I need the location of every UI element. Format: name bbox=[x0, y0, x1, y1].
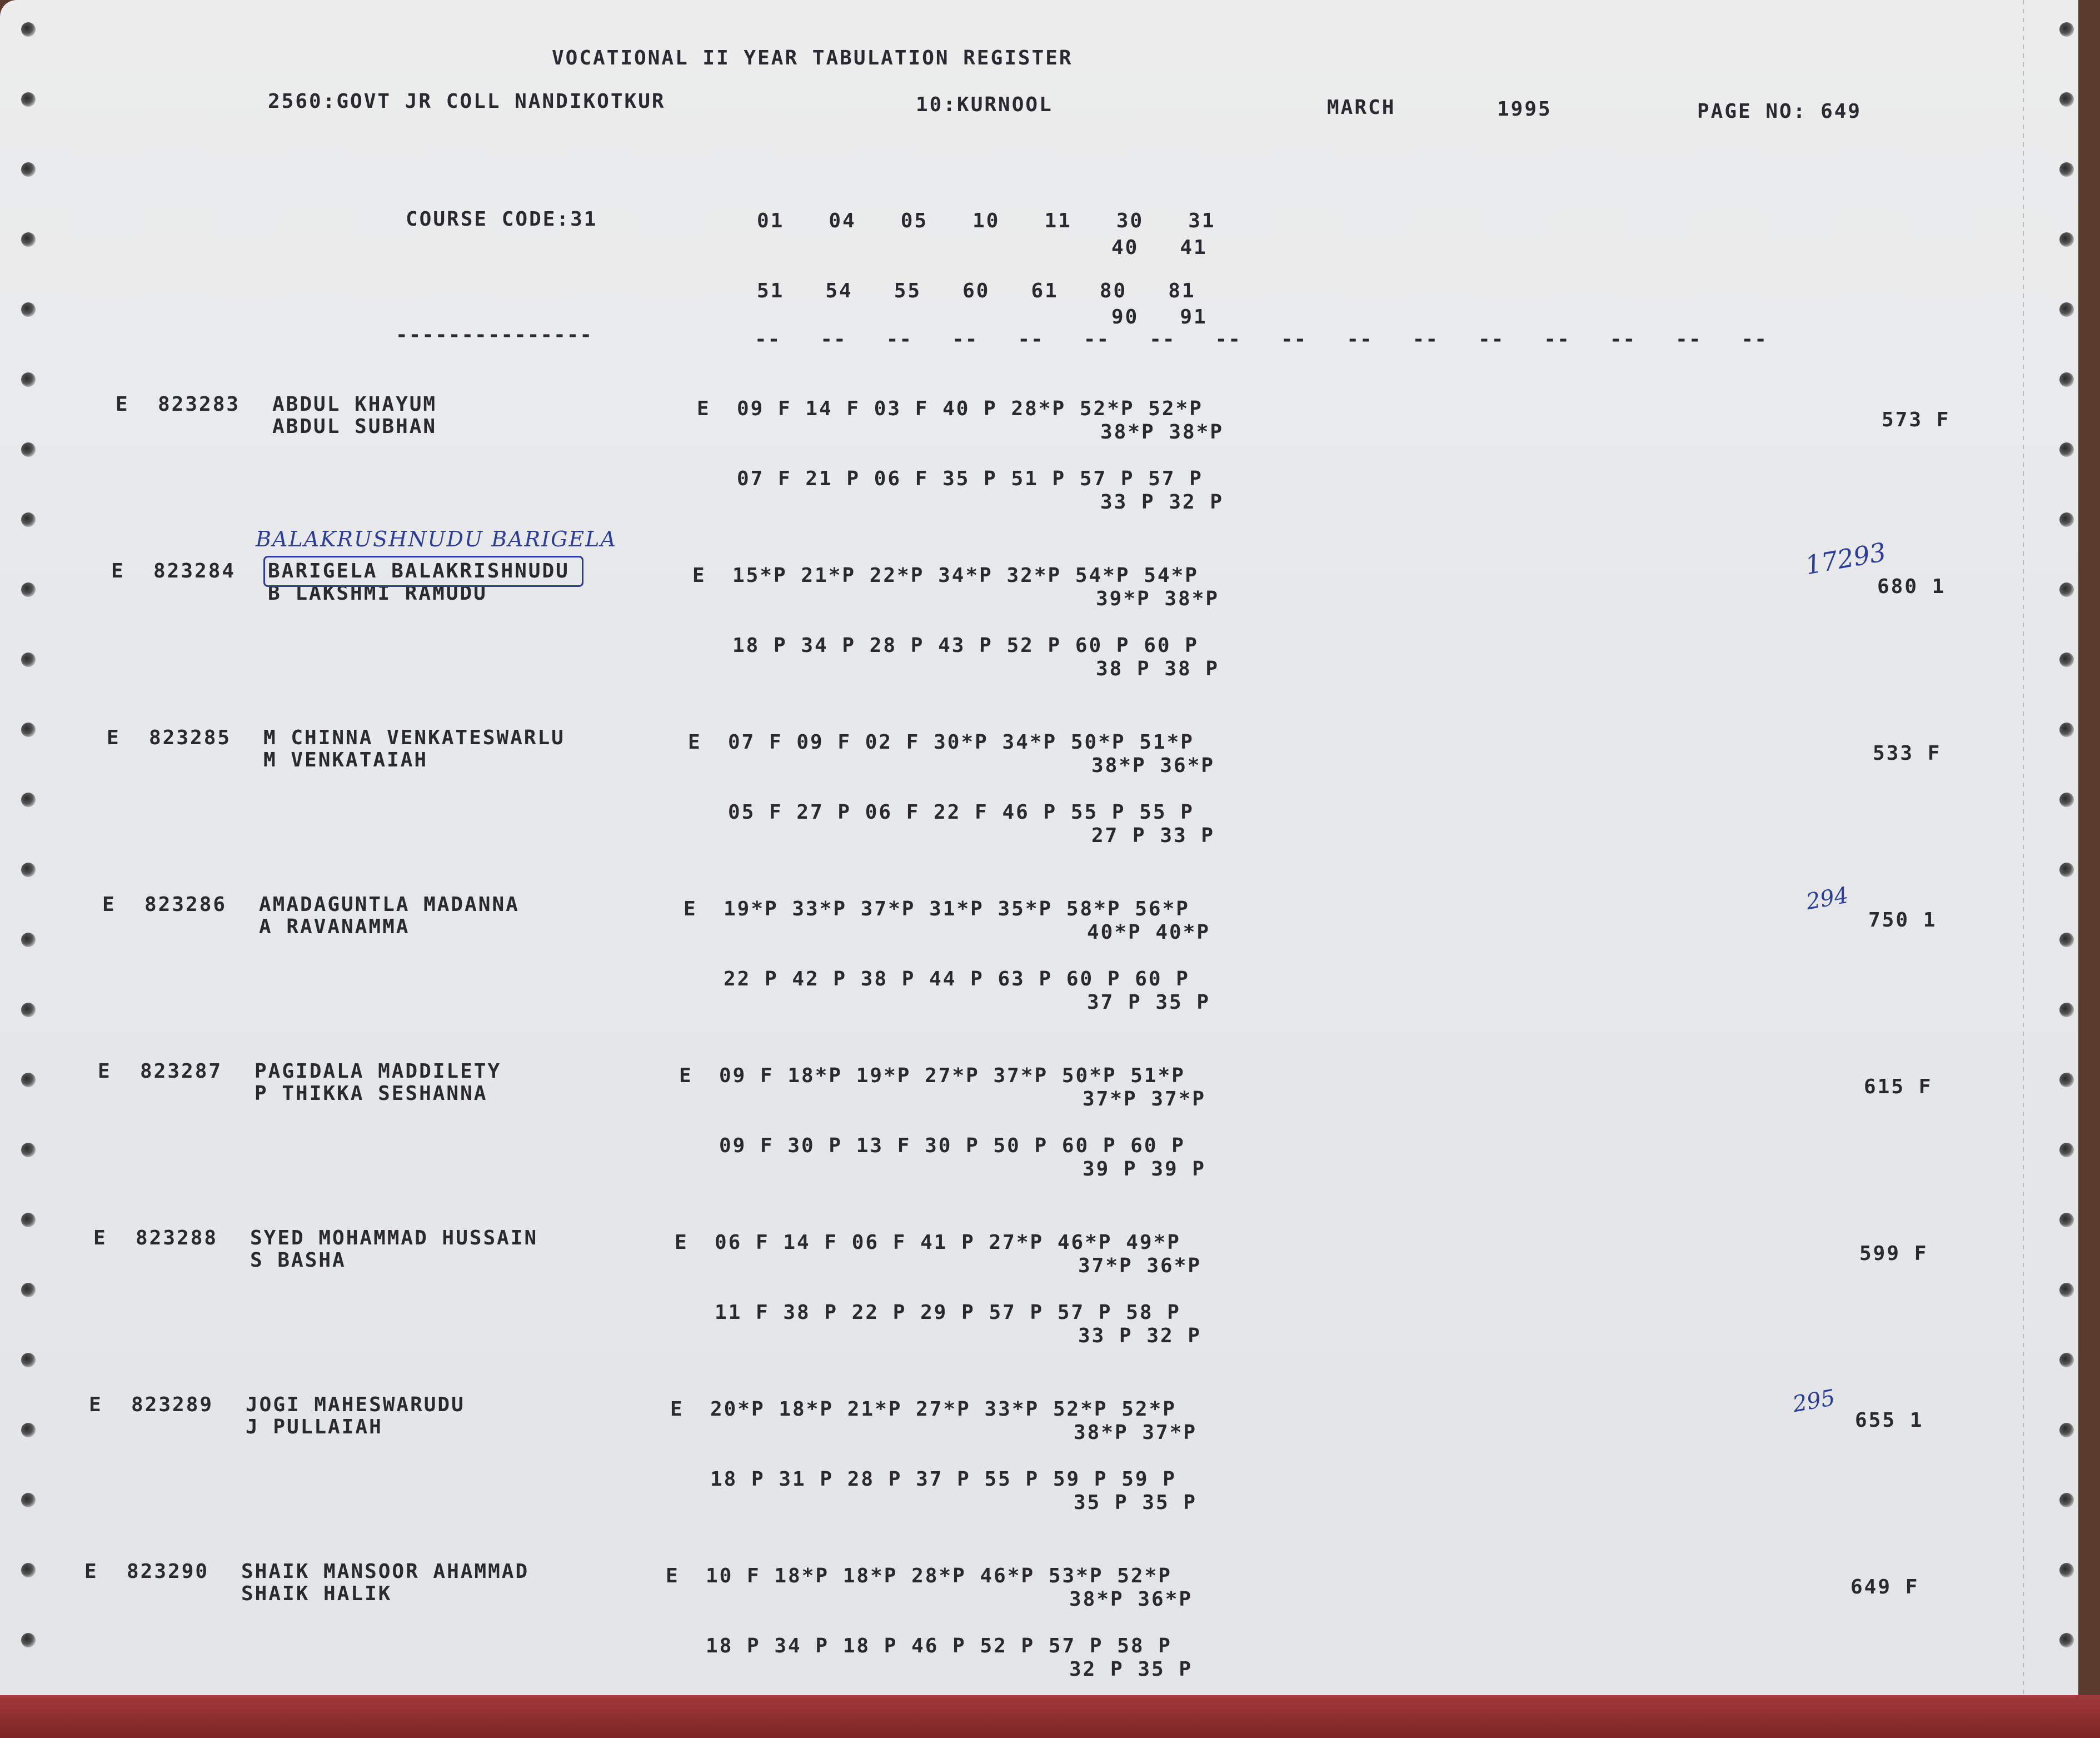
feed-hole bbox=[2059, 1563, 2074, 1577]
feed-hole bbox=[21, 793, 36, 807]
handwritten-note-3: 295 bbox=[1790, 1385, 1837, 1418]
marks-line-1-sub: 37*P 36*P bbox=[1078, 1254, 1202, 1277]
total-and-result: 750 1 bbox=[1868, 909, 1937, 932]
feed-hole bbox=[2059, 1353, 2074, 1367]
exam-type: E bbox=[675, 1231, 689, 1254]
registration-number: 823289 bbox=[131, 1393, 214, 1416]
marks-line-1-sub: 38*P 36*P bbox=[1091, 754, 1215, 777]
total-and-result: 533 F bbox=[1873, 742, 1942, 765]
feed-hole bbox=[21, 1283, 36, 1297]
page-number: PAGE NO: 649 bbox=[1697, 100, 1862, 123]
total-and-result: 573 F bbox=[1882, 409, 1951, 431]
handwritten-name-correction: BALAKRUSHNUDU BARIGELA bbox=[256, 527, 617, 551]
feed-hole bbox=[2059, 372, 2074, 387]
marks-line-1: 20*P 18*P 21*P 27*P 33*P 52*P 52*P bbox=[710, 1398, 1176, 1421]
feed-hole bbox=[2059, 723, 2074, 737]
feed-hole bbox=[21, 442, 36, 457]
header-rule-left: --------------- bbox=[396, 323, 593, 346]
registration-number: 823286 bbox=[144, 893, 227, 916]
feed-hole bbox=[21, 653, 36, 667]
parent-name: B LAKSHMI RAMUDU bbox=[268, 582, 487, 605]
registration-number: 823283 bbox=[158, 393, 241, 416]
feed-hole bbox=[21, 582, 36, 597]
marks-line-1: 06 F 14 F 06 F 41 P 27*P 46*P 49*P bbox=[715, 1231, 1181, 1254]
feed-hole bbox=[21, 232, 36, 247]
feed-hole bbox=[21, 1143, 36, 1157]
feed-hole bbox=[2059, 793, 2074, 807]
marks-line-2-sub: 32 P 35 P bbox=[1069, 1658, 1193, 1681]
marks-line-1-sub: 37*P 37*P bbox=[1083, 1088, 1206, 1110]
district-name: 10:KURNOOL bbox=[916, 93, 1053, 116]
parent-name: S BASHA bbox=[250, 1249, 346, 1272]
marks-line-2: 05 F 27 P 06 F 22 F 46 P 55 P 55 P bbox=[728, 801, 1194, 824]
feed-hole bbox=[21, 933, 36, 947]
feed-hole bbox=[21, 372, 36, 387]
parent-name: P THIKKA SESHANNA bbox=[255, 1082, 488, 1105]
feed-hole bbox=[21, 723, 36, 737]
feed-hole bbox=[21, 1073, 36, 1087]
feed-hole bbox=[2059, 1073, 2074, 1087]
subject-codes-row2: 51 54 55 60 61 80 81 bbox=[757, 280, 1196, 302]
feed-hole bbox=[21, 863, 36, 877]
registration-number: 823287 bbox=[140, 1060, 223, 1083]
marks-line-2: 11 F 38 P 22 P 29 P 57 P 57 P 58 P bbox=[715, 1301, 1181, 1324]
feed-hole bbox=[2059, 863, 2074, 877]
marks-line-2-sub: 39 P 39 P bbox=[1083, 1158, 1206, 1181]
feed-hole bbox=[2059, 302, 2074, 317]
feed-hole bbox=[2059, 1143, 2074, 1157]
marks-line-1: 07 F 09 F 02 F 30*P 34*P 50*P 51*P bbox=[728, 731, 1194, 754]
parent-name: M VENKATAIAH bbox=[263, 749, 428, 771]
feed-hole bbox=[21, 1563, 36, 1577]
total-and-result: 599 F bbox=[1859, 1242, 1928, 1265]
course-code: COURSE CODE:31 bbox=[406, 208, 598, 231]
exam-year: 1995 bbox=[1497, 98, 1552, 121]
marks-line-1-sub: 38*P 37*P bbox=[1074, 1421, 1198, 1444]
parent-name: A RAVANAMMA bbox=[259, 915, 410, 938]
marks-line-2-sub: 33 P 32 P bbox=[1100, 491, 1224, 514]
record-flag: E bbox=[93, 1227, 107, 1249]
registration-number: 823284 bbox=[153, 560, 236, 582]
feed-hole bbox=[2059, 1283, 2074, 1297]
exam-type: E bbox=[670, 1398, 684, 1421]
total-and-result: 655 1 bbox=[1855, 1409, 1924, 1432]
feed-hole bbox=[2059, 933, 2074, 947]
exam-type: E bbox=[679, 1064, 693, 1087]
exam-month: MARCH bbox=[1327, 96, 1396, 119]
feed-hole bbox=[2059, 1633, 2074, 1647]
binder-cover bbox=[0, 1695, 2100, 1738]
feed-hole bbox=[21, 512, 36, 527]
marks-line-1-sub: 40*P 40*P bbox=[1087, 921, 1211, 944]
marks-line-1: 15*P 21*P 22*P 34*P 32*P 54*P 54*P bbox=[732, 564, 1199, 587]
student-name: BARIGELA BALAKRISHNUDU bbox=[268, 560, 570, 582]
marks-line-2-sub: 33 P 32 P bbox=[1078, 1324, 1202, 1347]
marks-line-2: 07 F 21 P 06 F 35 P 51 P 57 P 57 P bbox=[737, 467, 1203, 490]
feed-hole bbox=[21, 1633, 36, 1647]
marks-line-2: 18 P 34 P 18 P 46 P 52 P 57 P 58 P bbox=[706, 1635, 1172, 1657]
marks-line-2-sub: 38 P 38 P bbox=[1096, 658, 1220, 680]
record-flag: E bbox=[98, 1060, 112, 1083]
circled-name-mark bbox=[263, 556, 583, 587]
total-and-result: 680 1 bbox=[1877, 575, 1946, 598]
student-name: JOGI MAHESWARUDU bbox=[246, 1393, 465, 1416]
marks-line-1: 09 F 18*P 19*P 27*P 37*P 50*P 51*P bbox=[719, 1064, 1185, 1087]
record-flag: E bbox=[116, 393, 129, 416]
exam-type: E bbox=[684, 898, 697, 920]
total-and-result: 649 F bbox=[1850, 1576, 1919, 1598]
marks-line-1-sub: 39*P 38*P bbox=[1096, 587, 1220, 610]
perforation-line bbox=[2023, 0, 2024, 1701]
header-rule-right: -- -- -- -- -- -- -- -- -- -- -- -- -- -- -- -- bbox=[755, 328, 1768, 351]
feed-hole bbox=[2059, 582, 2074, 597]
feed-hole bbox=[2059, 1213, 2074, 1227]
marks-line-1-sub: 38*P 36*P bbox=[1069, 1588, 1193, 1611]
subject-codes-row1: 01 04 05 10 11 30 31 bbox=[757, 210, 1216, 232]
feed-hole bbox=[2059, 1493, 2074, 1507]
marks-line-1-sub: 38*P 38*P bbox=[1100, 421, 1224, 444]
subject-codes-row2-sub: 90 91 bbox=[1111, 306, 1208, 328]
total-and-result: 615 F bbox=[1864, 1075, 1933, 1098]
feed-hole bbox=[2059, 653, 2074, 667]
handwritten-note-2: 294 bbox=[1804, 882, 1850, 915]
student-name: ABDUL KHAYUM bbox=[272, 393, 437, 416]
record-flag: E bbox=[102, 893, 116, 916]
student-name: SHAIK MANSOOR AHAMMAD bbox=[241, 1560, 530, 1583]
exam-type: E bbox=[697, 397, 711, 420]
exam-type: E bbox=[692, 564, 706, 587]
feed-hole bbox=[2059, 1423, 2074, 1437]
left-tractor-holes bbox=[4, 0, 27, 1701]
feed-hole bbox=[21, 1353, 36, 1367]
marks-line-2: 18 P 31 P 28 P 37 P 55 P 59 P 59 P bbox=[710, 1468, 1176, 1491]
handwritten-note-1: 17293 bbox=[1803, 536, 1888, 581]
parent-name: J PULLAIAH bbox=[246, 1416, 383, 1438]
record-flag: E bbox=[111, 560, 125, 582]
marks-line-1: 09 F 14 F 03 F 40 P 28*P 52*P 52*P bbox=[737, 397, 1203, 420]
feed-hole bbox=[21, 1493, 36, 1507]
registration-number: 823288 bbox=[136, 1227, 218, 1249]
exam-type: E bbox=[666, 1565, 680, 1587]
feed-hole bbox=[21, 92, 36, 107]
marks-line-1: 10 F 18*P 18*P 28*P 46*P 53*P 52*P bbox=[706, 1565, 1172, 1587]
feed-hole bbox=[21, 1003, 36, 1017]
feed-hole bbox=[2059, 512, 2074, 527]
feed-hole bbox=[21, 1213, 36, 1227]
record-flag: E bbox=[84, 1560, 98, 1583]
right-tractor-holes bbox=[2056, 0, 2078, 1701]
feed-hole bbox=[21, 162, 36, 177]
feed-hole bbox=[2059, 1003, 2074, 1017]
register-title: VOCATIONAL II YEAR TABULATION REGISTER bbox=[552, 47, 1073, 69]
feed-hole bbox=[2059, 232, 2074, 247]
feed-hole bbox=[21, 22, 36, 37]
student-name: SYED MOHAMMAD HUSSAIN bbox=[250, 1227, 538, 1249]
parent-name: SHAIK HALIK bbox=[241, 1582, 392, 1605]
marks-line-2-sub: 35 P 35 P bbox=[1074, 1491, 1198, 1514]
subject-codes-row1-sub: 40 41 bbox=[1111, 236, 1208, 259]
feed-hole bbox=[2059, 442, 2074, 457]
student-name: M CHINNA VENKATESWARLU bbox=[263, 726, 565, 749]
feed-hole bbox=[21, 302, 36, 317]
record-flag: E bbox=[89, 1393, 103, 1416]
registration-number: 823285 bbox=[149, 726, 232, 749]
marks-line-2-sub: 37 P 35 P bbox=[1087, 991, 1211, 1014]
marks-line-1: 19*P 33*P 37*P 31*P 35*P 58*P 56*P bbox=[724, 898, 1190, 920]
marks-line-2-sub: 27 P 33 P bbox=[1091, 824, 1215, 847]
college-name: 2560:GOVT JR COLL NANDIKOTKUR bbox=[268, 90, 666, 113]
feed-hole bbox=[21, 1423, 36, 1437]
marks-line-2: 18 P 34 P 28 P 43 P 52 P 60 P 60 P bbox=[732, 634, 1199, 657]
exam-type: E bbox=[688, 731, 702, 754]
marks-line-2: 22 P 42 P 38 P 44 P 63 P 60 P 60 P bbox=[724, 968, 1190, 990]
marks-line-2: 09 F 30 P 13 F 30 P 50 P 60 P 60 P bbox=[719, 1134, 1185, 1157]
registration-number: 823290 bbox=[127, 1560, 209, 1583]
record-flag: E bbox=[107, 726, 121, 749]
feed-hole bbox=[2059, 22, 2074, 37]
feed-hole bbox=[2059, 162, 2074, 177]
student-name: AMADAGUNTLA MADANNA bbox=[259, 893, 520, 916]
student-name: PAGIDALA MADDILETY bbox=[255, 1060, 502, 1083]
parent-name: ABDUL SUBHAN bbox=[272, 415, 437, 438]
feed-hole bbox=[2059, 92, 2074, 107]
